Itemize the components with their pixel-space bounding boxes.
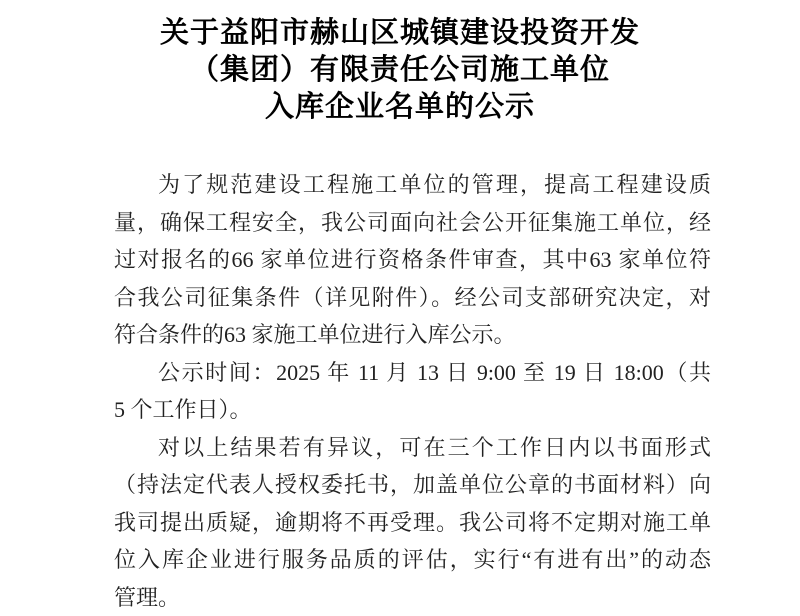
paragraph-2 (114, 354, 711, 429)
text-line: 过对报名的66 家单位进行资格条件审查，其中63 家单位符 (114, 247, 711, 272)
document-body (114, 166, 711, 616)
paragraph-3 (114, 429, 711, 616)
text-line: 对以上结果若有异议，可在三个工作日内以书面形式 (158, 434, 711, 460)
text-line: 合我公司征集条件（详见附件）。经公司支部研究决定，对 (114, 284, 711, 310)
text-line: 量，确保工程安全，我公司面向社会公开征集施工单位，经 (114, 209, 711, 235)
text-line: 为了规范建设工程施工单位的管理，提高工程建设质 (158, 172, 711, 197)
document-title (0, 0, 800, 126)
text-line: 位入库企业进行服务品质的评估，实行“有进有出”的动态 (114, 547, 711, 572)
text-line: 符合条件的63 家施工单位进行入库公示。 (114, 322, 516, 347)
text-line: 公示时间：2025 年 11 月 13 日 9:00 至 19 日 18:00（共 (158, 359, 711, 385)
text-line: 5 个工作日）。 (114, 397, 252, 422)
paragraph-1 (114, 166, 711, 354)
text-line: 管理。 (114, 584, 181, 610)
title-line-2: （集团）有限责任公司施工单位 (189, 54, 610, 86)
text-line: （持法定代表人授权委托书，加盖单位公章的书面材料）向 (114, 472, 711, 497)
title-line-1: 关于益阳市赫山区城镇建设投资开发 (159, 17, 640, 49)
text-line: 我司提出质疑，逾期将不再受理。我公司将不定期对施工单 (114, 509, 711, 535)
title-line-3: 入库企业名单的公示 (264, 91, 535, 123)
